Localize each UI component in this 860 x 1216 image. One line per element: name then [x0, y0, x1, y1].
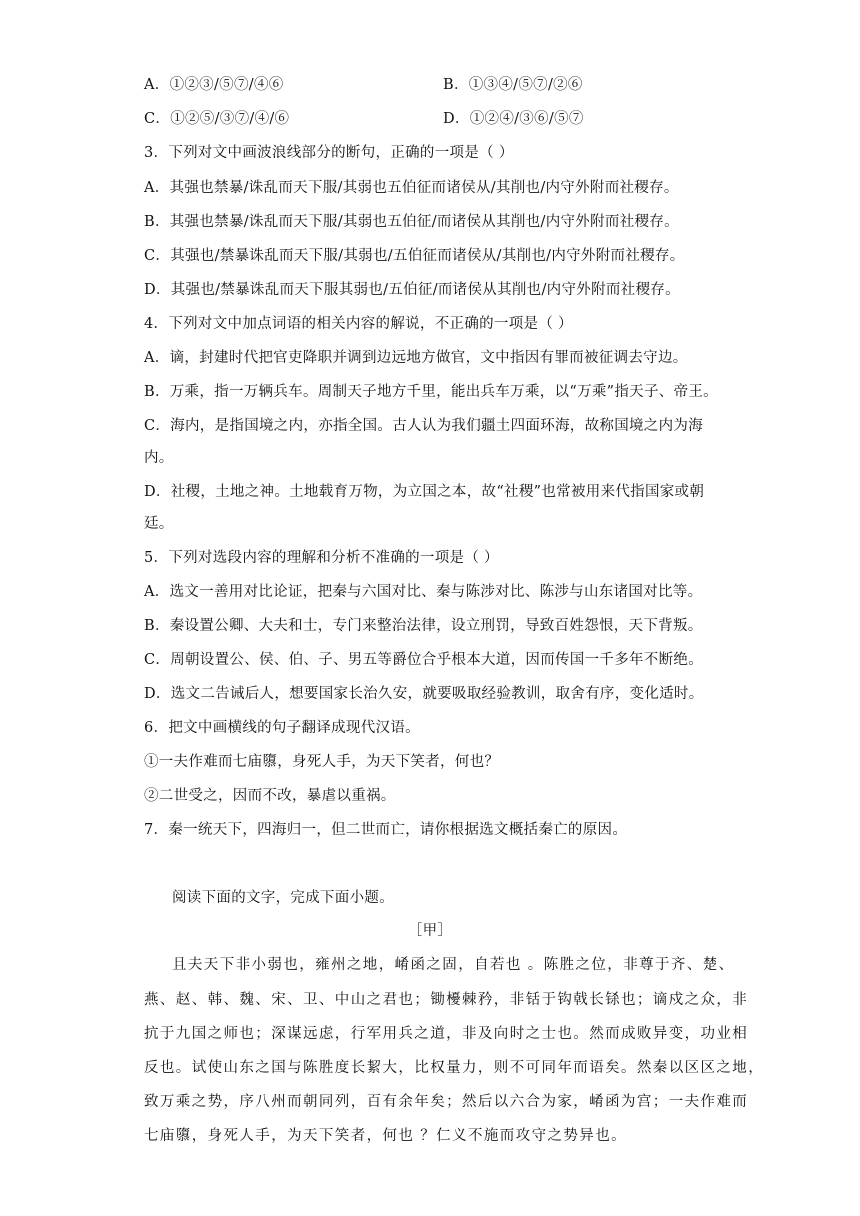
q2-option-c: C．①②⑤/③⑦/④/⑥ [144, 111, 290, 127]
q4-option-d-line2: 廷。 [144, 516, 174, 532]
q4-option-a: A．谪，封建时代把官吏降职并调到边远地方做官，文中指因有罪而被征调去守边。 [144, 350, 688, 366]
q4-option-d-line1: D．社稷，土地之神。土地载育万物，为立国之本，故“社稷”也常被用来代指国家或朝 [144, 484, 705, 500]
q5-option-c: C．周朝设置公、侯、伯、子、男五等爵位合乎根本大道，因而传国一千多年不断绝。 [144, 652, 703, 668]
q4-option-c-line2: 内。 [144, 450, 174, 466]
q3-option-c: C．其强也/禁暴诛乱而天下服/其弱也/五伯征而诸侯从/其削也/内守外附而社稷存。 [144, 248, 685, 264]
passage-heading: ［甲］ [407, 923, 453, 939]
passage-line: 反也。试使山东之国与陈胜度长絜大，比权量力，则不可同年而语矣。然秦以区区之地， [144, 1060, 765, 1076]
q5-option-b: B．秦设置公卿、大夫和士，专门来整治法律，设立刑罚，导致百姓怨恨，天下背叛。 [144, 618, 703, 634]
q5-option-d: D．选文二告诫后人，想要国家长治久安，就要吸取经验教训，取舍有序，变化适时。 [144, 686, 704, 702]
q4-option-c-line1: C．海内，是指国境之内，亦指全国。古人认为我们疆土四面环海，故称国境之内为海 [144, 418, 703, 434]
q5-stem: 5．下列对选段内容的理解和分析不准确的一项是（ ） [144, 550, 499, 566]
reading-intro: 阅读下面的文字，完成下面小题。 [172, 890, 394, 906]
q3-option-d: D．其强也/禁暴诛乱而天下服其弱也/五伯征/而诸侯从其削也/内守外附而社稷存。 [144, 282, 680, 298]
q3-option-b: B．其强也禁暴/诛乱而天下服/其弱也五伯征/而诸侯从其削也/内守外附而社稷存。 [144, 214, 679, 230]
q2-option-d: D．①②④/③⑥/⑤⑦ [443, 111, 584, 127]
passage-line: 燕、赵、韩、魏、宋、卫、中山之君也；锄櫌棘矜，非铦于钩戟长铩也；谪戍之众，非 [144, 992, 749, 1008]
q3-option-a: A．其强也禁暴/诛乱而天下服/其弱也五伯征而诸侯从/其削也/内守外附而社稷存。 [144, 180, 679, 196]
passage-line: 七庙隳，身死人手，为天下笑者，何也 ？仁义不施而攻守之势异也。 [144, 1128, 628, 1144]
q7-stem: 7．秦一统天下，四海归一，但二世而亡，请你根据选文概括秦亡的原因。 [144, 822, 628, 838]
passage-line: 抗于九国之师也；深谋远虑，行军用兵之道，非及向时之士也。然而成败异变，功业相 [144, 1026, 749, 1042]
q5-option-a: A．选文一善用对比论证，把秦与六国对比、秦与陈涉对比、陈涉与山东诸国对比等。 [144, 584, 703, 600]
q4-stem: 4．下列对文中加点词语的相关内容的解说，不正确的一项是（ ） [144, 316, 573, 332]
passage-line: 致万乘之势，序八州而朝同列，百有余年矣；然后以六合为家，崤函为宫；一夫作难而 [144, 1094, 749, 1110]
passage-line: 且夫天下非小弱也，雍州之地，崤函之固，自若也 。陈胜之位，非尊于齐、楚、 [172, 957, 735, 973]
q6-sentence-2: ②二世受之，因而不改，暴虐以重祸。 [144, 788, 396, 804]
q2-option-a: A．①②③/⑤⑦/④⑥ [144, 77, 284, 93]
q2-option-b: B．①③④/⑤⑦/②⑥ [443, 77, 583, 93]
q4-option-b: B．万乘，指一万辆兵车。周制天子地方千里，能出兵车万乘，以“万乘”指天子、帝王。 [144, 384, 718, 400]
q3-stem: 3．下列对文中画波浪线部分的断句，正确的一项是（ ） [144, 145, 514, 161]
q6-stem: 6．把文中画横线的句子翻译成现代汉语。 [144, 720, 420, 736]
q6-sentence-1: ①一夫作难而七庙隳，身死人手，为天下笑者，何也？ [144, 754, 500, 770]
